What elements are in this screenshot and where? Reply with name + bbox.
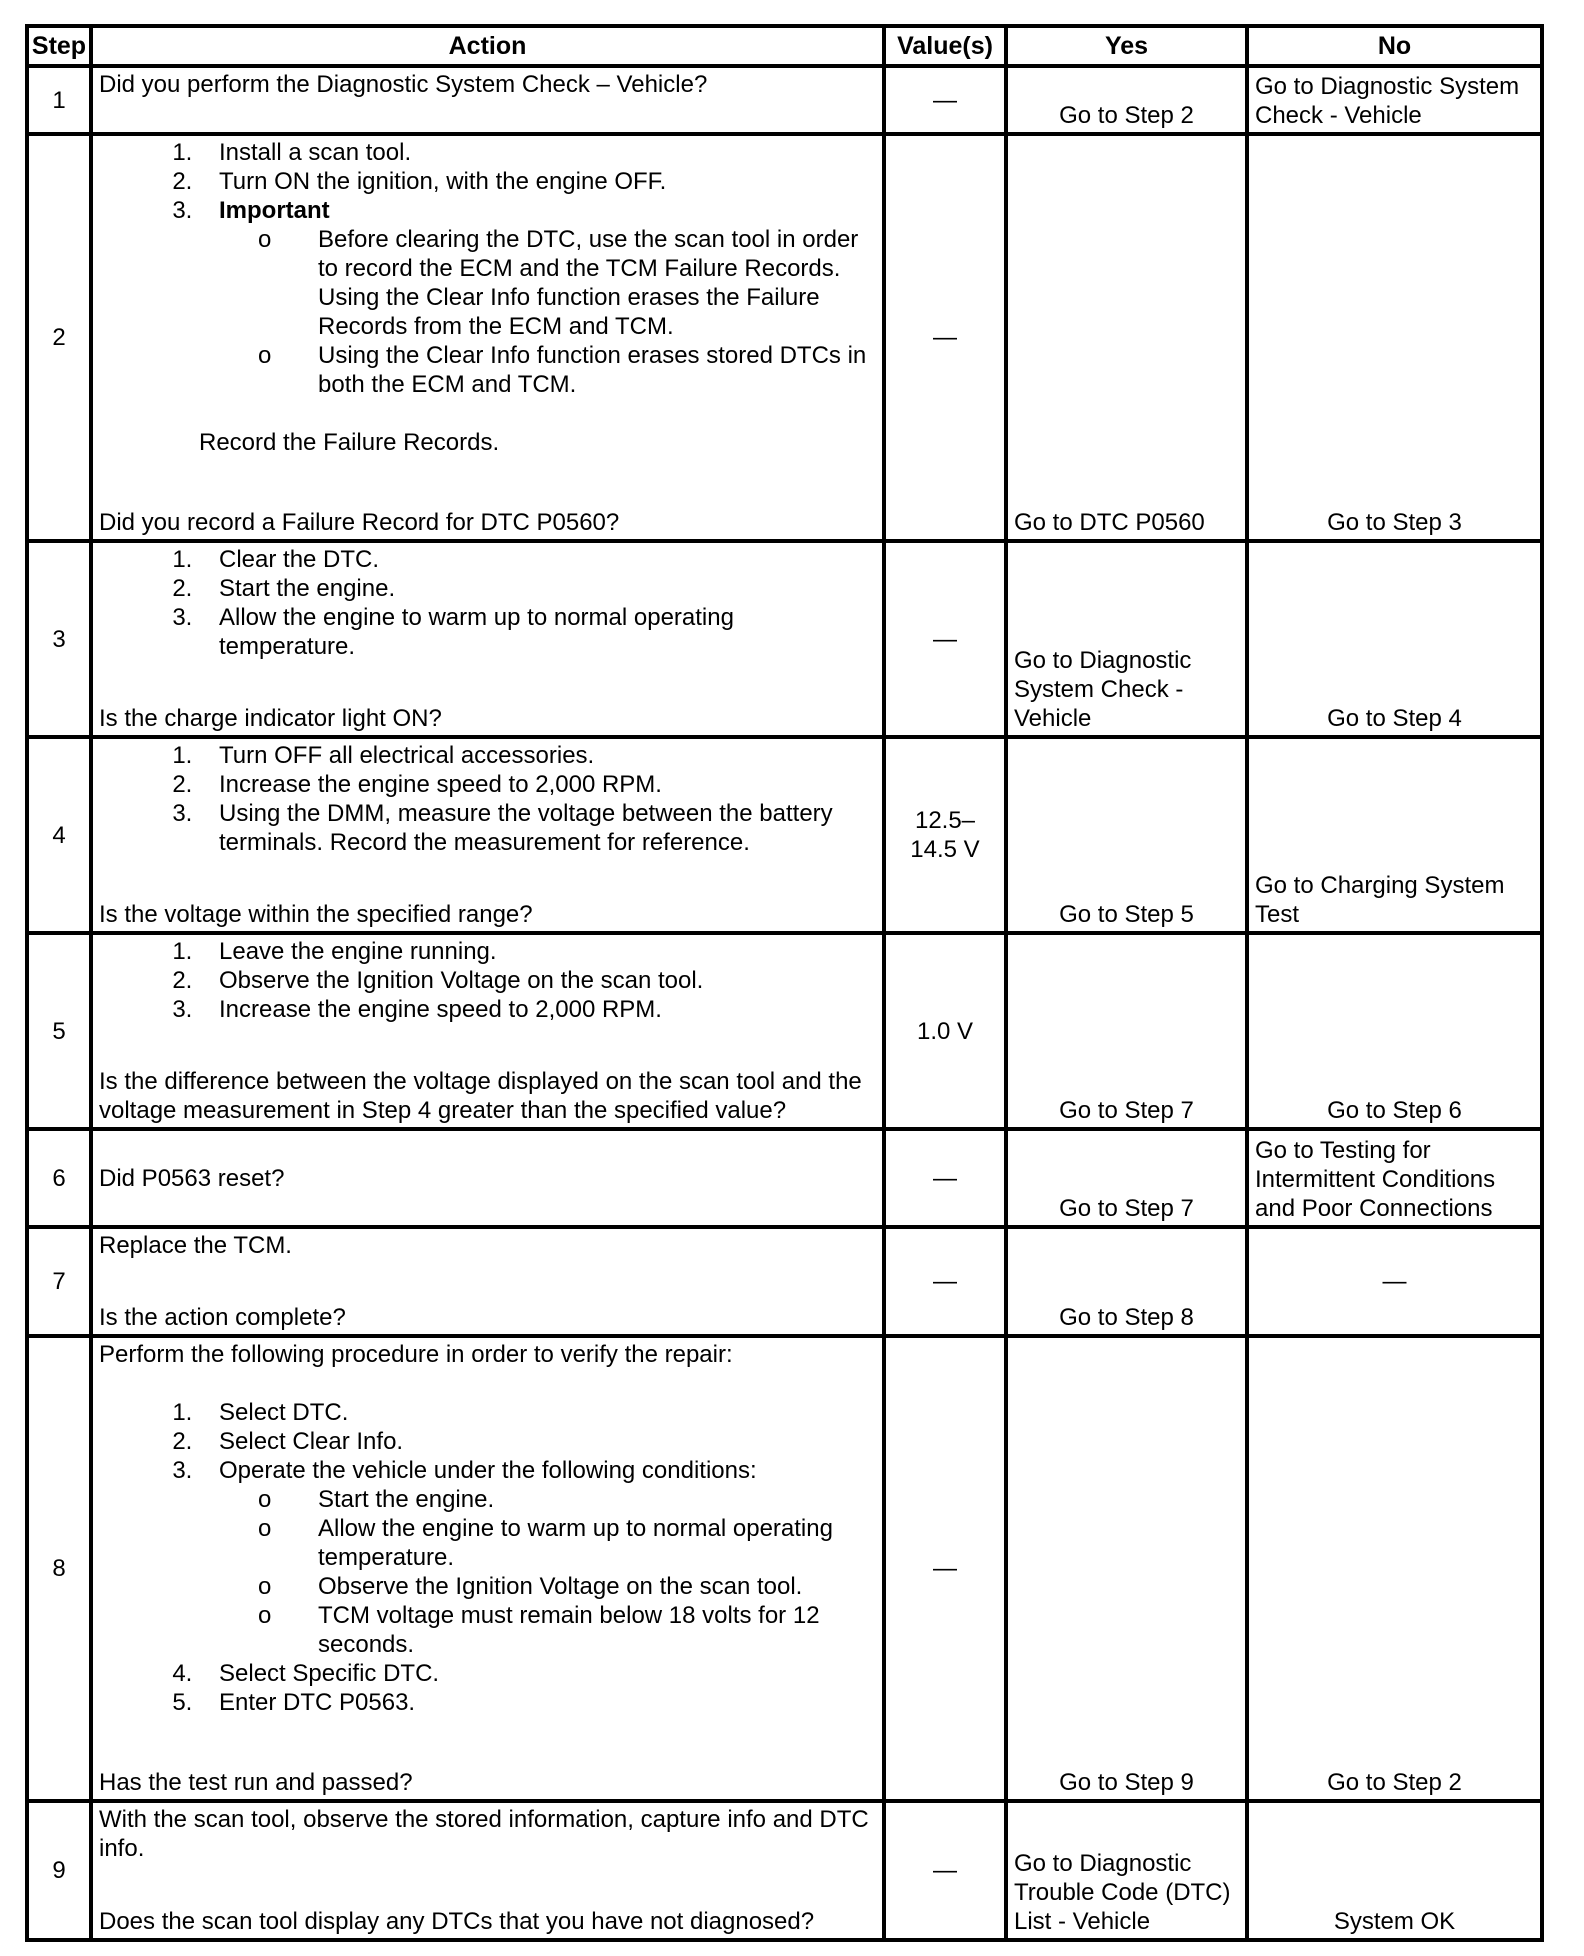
list-item: 1. Leave the engine running. — [199, 937, 876, 966]
sub-list — [219, 225, 876, 399]
yes-cell — [1006, 1801, 1247, 1940]
no-cell — [1247, 1336, 1542, 1801]
step-number: 8 — [27, 1336, 91, 1801]
no-link[interactable]: Go to Step 6 — [1327, 1097, 1462, 1124]
question: Does the scan tool display any DTCs that you have not diagnosed? — [99, 1908, 815, 1935]
header-no: No — [1247, 26, 1542, 66]
yes-link[interactable]: Go to Step 8 — [1059, 1304, 1194, 1331]
action-cell — [91, 1801, 884, 1940]
intro: Replace the TCM. — [99, 1232, 292, 1259]
yes-link[interactable]: Go to Step 7 — [1059, 1097, 1194, 1124]
value-cell: — — [884, 1129, 1006, 1227]
procedure-list — [99, 741, 876, 857]
list-item: 1. Install a scan tool. — [199, 138, 876, 167]
step-number: 4 — [27, 737, 91, 933]
list-item: 4. Select Specific DTC. — [199, 1659, 876, 1688]
question: Did you perform the Diagnostic System Check – Vehicle? — [99, 71, 708, 98]
yes-cell — [1006, 66, 1247, 134]
question: Did P0563 reset? — [99, 1164, 285, 1192]
value-cell: — — [884, 1227, 1006, 1336]
yes-cell — [1006, 737, 1247, 933]
step-number: 7 — [27, 1227, 91, 1336]
step-number: 1 — [27, 66, 91, 134]
no-cell — [1247, 933, 1542, 1129]
no-cell — [1247, 1227, 1542, 1336]
note: Record the Failure Records. — [199, 429, 500, 456]
no-link[interactable]: Go to Testing for Intermittent Conditions and Poor Connections — [1255, 1137, 1496, 1222]
procedure-list — [99, 1398, 876, 1717]
table-row — [27, 66, 1542, 134]
header-step: Step — [27, 26, 91, 66]
value-cell: — — [884, 541, 1006, 737]
procedure-list — [99, 138, 876, 399]
table-row — [27, 737, 1542, 933]
table-row — [27, 933, 1542, 1129]
yes-cell — [1006, 541, 1247, 737]
step-number: 5 — [27, 933, 91, 1129]
question: Has the test run and passed? — [99, 1769, 413, 1796]
yes-cell — [1006, 1129, 1247, 1227]
list-item: 1. Select DTC. — [199, 1398, 876, 1427]
step-number: 2 — [27, 134, 91, 541]
list-item: 2. Select Clear Info. — [199, 1427, 876, 1456]
table-row — [27, 134, 1542, 541]
yes-link[interactable]: Go to Step 7 — [1059, 1195, 1194, 1222]
yes-link[interactable]: Go to Step 5 — [1059, 901, 1194, 928]
list-item: 2. Start the engine. — [199, 574, 876, 603]
no-cell — [1247, 66, 1542, 134]
step-number: 9 — [27, 1801, 91, 1940]
header-action: Action — [91, 26, 884, 66]
value-cell: 1.0 V — [884, 933, 1006, 1129]
question: Did you record a Failure Record for DTC P0560? — [99, 509, 620, 536]
procedure-list — [99, 937, 876, 1024]
no-link[interactable]: Go to Step 4 — [1327, 705, 1462, 732]
no-link[interactable]: Go to Diagnostic System Check - Vehicle — [1255, 73, 1520, 129]
sub-item: o Start the engine. — [299, 1485, 876, 1514]
diagnostic-table — [25, 24, 1544, 1942]
sub-item: o Before clearing the DTC, use the scan tool in order to record the ECM and the TCM Failure Records. Using the Clear Info function erases the Failure Records from the ECM and TCM. — [299, 225, 876, 341]
sub-item: o Observe the Ignition Voltage on the scan tool. — [299, 1572, 876, 1601]
list-item: 1. Turn OFF all electrical accessories. — [199, 741, 876, 770]
list-item: 2. Observe the Ignition Voltage on the scan tool. — [199, 966, 876, 995]
no-cell — [1247, 541, 1542, 737]
intro: With the scan tool, observe the stored information, capture info and DTC info. — [99, 1806, 869, 1862]
action-cell — [91, 737, 884, 933]
no-cell — [1247, 737, 1542, 933]
list-item: 1. Clear the DTC. — [199, 545, 876, 574]
yes-cell — [1006, 1336, 1247, 1801]
action-cell — [91, 1129, 884, 1227]
no-link: System OK — [1333, 1908, 1456, 1935]
procedure-list — [99, 545, 876, 661]
list-item: 3. Operate the vehicle under the following conditions: o Start the engine. o Allow the engine to warm up to normal operating temperature. o Observe the Ignition Voltage on the scan tool. o TCM voltage must remain below 18 volts for 12 seconds. — [199, 1456, 876, 1659]
action-cell — [91, 66, 884, 134]
header-row — [27, 26, 1542, 66]
value-cell: — — [884, 1336, 1006, 1801]
question: Is the action complete? — [99, 1304, 346, 1331]
sub-item: o Allow the engine to warm up to normal operating temperature. — [299, 1514, 876, 1572]
no-link[interactable]: Go to Step 3 — [1327, 509, 1462, 536]
list-item: 3. Allow the engine to warm up to normal operating temperature. — [199, 603, 876, 661]
yes-link[interactable]: Go to Diagnostic System Check - Vehicle — [1014, 647, 1192, 732]
sub-list — [219, 1485, 876, 1659]
action-cell — [91, 541, 884, 737]
table-row — [27, 1336, 1542, 1801]
yes-link[interactable]: Go to Diagnostic Trouble Code (DTC) List - Vehicle — [1014, 1850, 1231, 1935]
header-yes: Yes — [1006, 26, 1247, 66]
no-cell — [1247, 134, 1542, 541]
no-link[interactable]: Go to Charging System Test — [1255, 872, 1505, 928]
no-cell — [1247, 1801, 1542, 1940]
value-cell: 12.5–14.5 V — [884, 737, 1006, 933]
list-item — [199, 196, 876, 399]
no-link[interactable]: Go to Step 2 — [1327, 1769, 1462, 1796]
list-item: 5. Enter DTC P0563. — [199, 1688, 876, 1717]
yes-cell — [1006, 933, 1247, 1129]
sub-item: o Using the Clear Info function erases stored DTCs in both the ECM and TCM. — [299, 341, 876, 399]
step-number: 3 — [27, 541, 91, 737]
action-cell — [91, 1336, 884, 1801]
question: Is the difference between the voltage displayed on the scan tool and the voltage measurement in Step 4 greater than the specified value? — [99, 1068, 862, 1124]
list-item: 3. Using the DMM, measure the voltage between the battery terminals. Record the measurement for reference. — [199, 799, 876, 857]
table-row — [27, 541, 1542, 737]
table-row — [27, 1801, 1542, 1940]
header-values: Value(s) — [884, 26, 1006, 66]
yes-link[interactable]: Go to Step 2 — [1059, 102, 1194, 129]
yes-link[interactable]: Go to Step 9 — [1059, 1769, 1194, 1796]
list-item: 2. Increase the engine speed to 2,000 RPM. — [199, 770, 876, 799]
action-cell — [91, 1227, 884, 1336]
important-label: Important — [219, 197, 330, 224]
question: Is the charge indicator light ON? — [99, 705, 442, 732]
list-item: 3. Increase the engine speed to 2,000 RPM. — [199, 995, 876, 1024]
table-row — [27, 1227, 1542, 1336]
value-cell: — — [884, 134, 1006, 541]
sub-item: o TCM voltage must remain below 18 volts for 12 seconds. — [299, 1601, 876, 1659]
intro: Perform the following procedure in order to verify the repair: — [99, 1341, 733, 1368]
yes-cell — [1006, 134, 1247, 541]
action-cell — [91, 134, 884, 541]
question: Is the voltage within the specified range? — [99, 901, 533, 928]
list-item: 2. Turn ON the ignition, with the engine OFF. — [199, 167, 876, 196]
step-number: 6 — [27, 1129, 91, 1227]
value-cell: — — [884, 66, 1006, 134]
yes-cell — [1006, 1227, 1247, 1336]
value-cell: — — [884, 1801, 1006, 1940]
yes-link[interactable]: Go to DTC P0560 — [1014, 509, 1205, 536]
action-cell — [91, 933, 884, 1129]
no-cell — [1247, 1129, 1542, 1227]
no-link: — — [1382, 1268, 1407, 1295]
table-row — [27, 1129, 1542, 1227]
